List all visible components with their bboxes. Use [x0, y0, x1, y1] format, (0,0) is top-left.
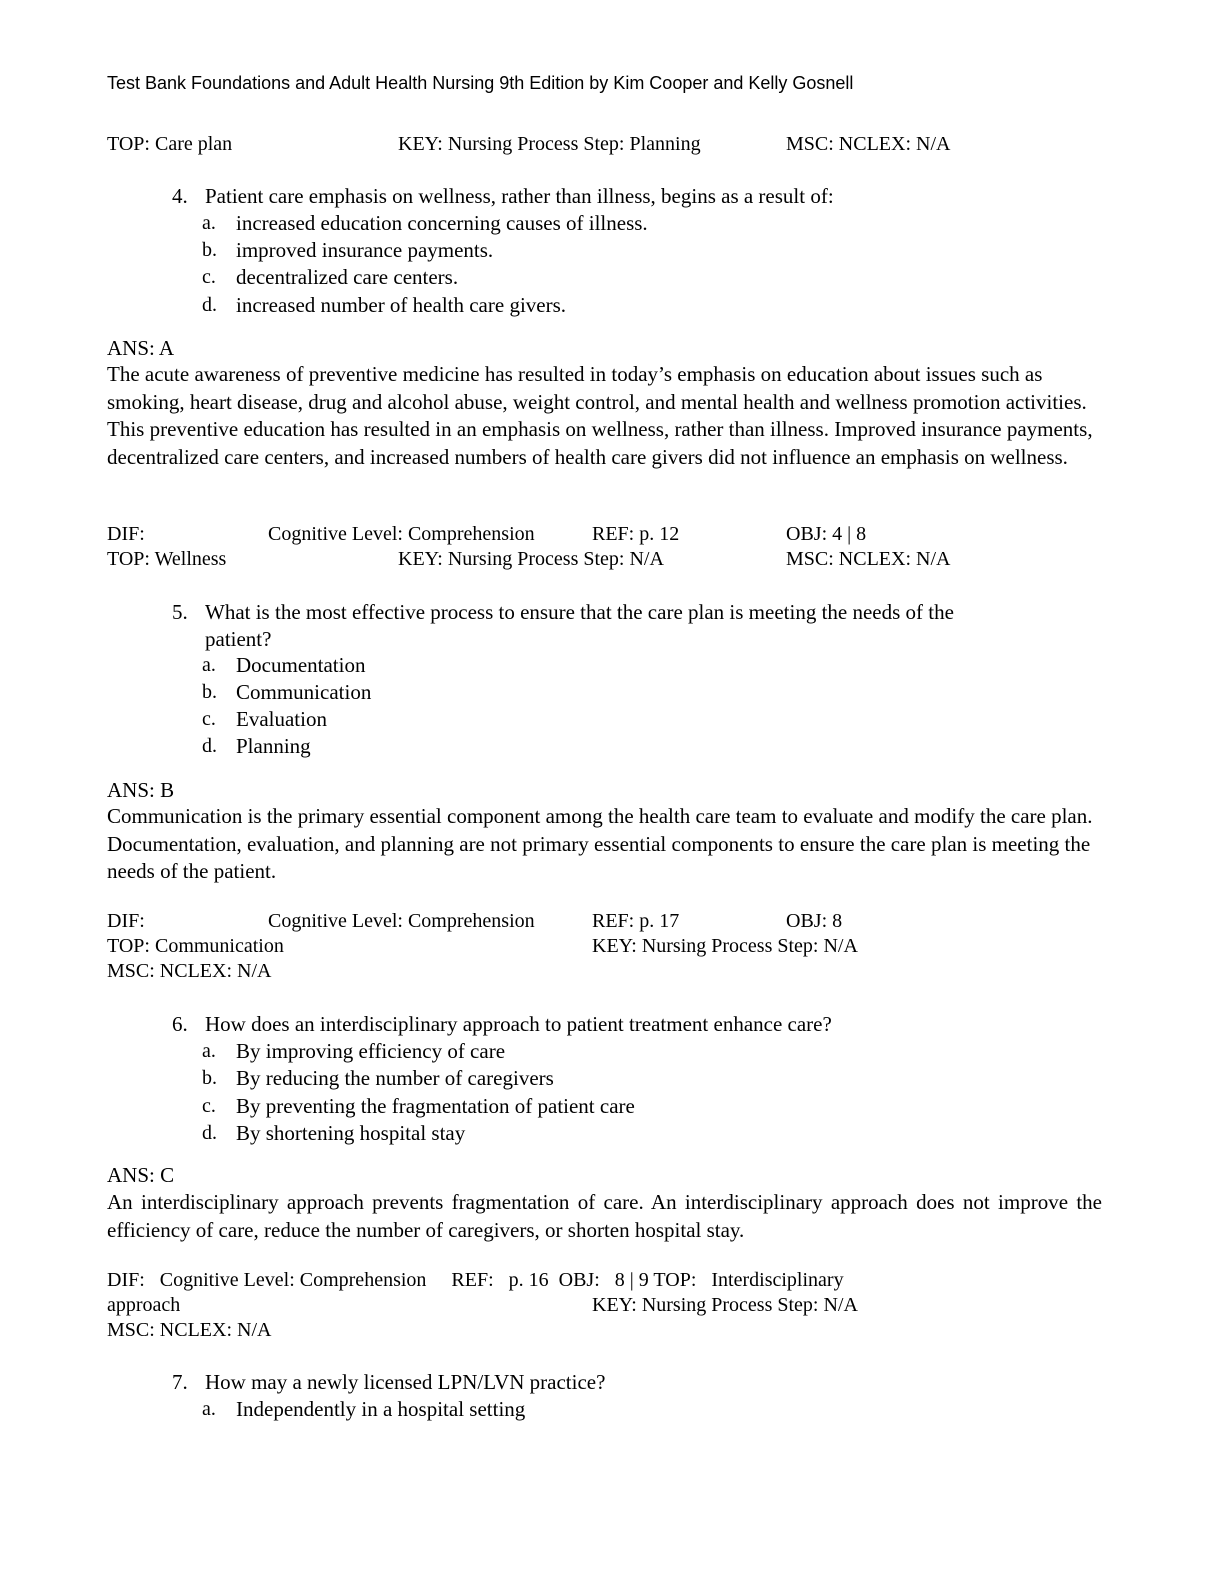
q7-stem: How may a newly licensed LPN/LVN practice? — [205, 1370, 606, 1394]
q6-option-a: By improving efficiency of care — [236, 1039, 506, 1063]
q6-option-c-letter: c. — [202, 1095, 216, 1117]
q6-option-c: By preventing the fragmentation of patient care — [236, 1094, 635, 1118]
q5-option-b: Communication — [236, 680, 372, 704]
q4-answer: ANS: A — [107, 336, 175, 360]
page-header: Test Bank Foundations and Adult Health Nursing 9th Edition by Kim Cooper and Kelly Gosnell — [107, 73, 854, 93]
q4-top: TOP: Wellness — [107, 548, 227, 570]
q5-option-a-letter: a. — [202, 654, 216, 676]
q5-rationale: Communication is the primary essential component among the health care team to evaluate and modify the care plan. Documentation, evaluation, and planning are not primary essential components to ensure the care plan is meeting the needs of the patient. — [107, 804, 1093, 883]
q6-number: 6. — [172, 1012, 188, 1036]
q4-stem: Patient care emphasis on wellness, rather than illness, begins as a result of: — [205, 184, 834, 208]
q6-option-b-letter: b. — [202, 1067, 217, 1089]
q6-stem: How does an interdisciplinary approach to patient treatment enhance care? — [205, 1012, 832, 1036]
q5-option-a: Documentation — [236, 653, 366, 677]
q5-msc: MSC: NCLEX: N/A — [107, 960, 272, 982]
q4-cognitive-level: Cognitive Level: Comprehension — [268, 523, 535, 545]
q6-msc: MSC: NCLEX: N/A — [107, 1319, 272, 1341]
prev-msc-line: MSC: NCLEX: N/A — [786, 133, 951, 155]
q5-option-c: Evaluation — [236, 707, 327, 731]
q5-answer: ANS: B — [107, 778, 175, 802]
q4-option-b: improved insurance payments. — [236, 238, 494, 262]
q4-key: KEY: Nursing Process Step: N/A — [398, 548, 664, 570]
q4-dif: DIF: — [107, 523, 145, 545]
q6-answer: ANS: C — [107, 1163, 175, 1187]
q4-option-d-letter: d. — [202, 294, 217, 316]
q5-option-d: Planning — [236, 734, 311, 758]
q5-key: KEY: Nursing Process Step: N/A — [592, 935, 858, 957]
q6-option-d: By shortening hospital stay — [236, 1121, 466, 1145]
q6-rationale: An interdisciplinary approach prevents fragmentation of care. An interdisciplinary approach does not improve the efficiency of care, reduce the number of caregivers, or shorten hospital stay. — [107, 1190, 1102, 1242]
q7-number: 7. — [172, 1370, 188, 1394]
q4-option-c-letter: c. — [202, 266, 216, 288]
q5-stem-line-1: What is the most effective process to ensure that the care plan is meeting the needs of the — [205, 600, 954, 624]
q5-option-b-letter: b. — [202, 681, 217, 703]
q6-key: KEY: Nursing Process Step: N/A — [592, 1294, 858, 1316]
q4-obj: OBJ: 4 | 8 — [786, 523, 867, 545]
q5-obj: OBJ: 8 — [786, 910, 843, 932]
prev-top-line: TOP: Care plan — [107, 133, 233, 155]
q6-option-a-letter: a. — [202, 1040, 216, 1062]
q4-option-d: increased number of health care givers. — [236, 293, 567, 317]
q5-number: 5. — [172, 600, 188, 624]
q4-option-c: decentralized care centers. — [236, 265, 459, 289]
q5-option-c-letter: c. — [202, 708, 216, 730]
q4-option-b-letter: b. — [202, 239, 217, 261]
q5-cognitive-level: Cognitive Level: Comprehension — [268, 910, 535, 932]
q4-number: 4. — [172, 184, 188, 208]
q5-stem-line-2: patient? — [205, 627, 272, 651]
q6-meta-approach: approach — [107, 1294, 181, 1316]
q7-option-a-letter: a. — [202, 1398, 216, 1420]
q7-option-a: Independently in a hospital setting — [236, 1397, 526, 1421]
q5-ref: REF: p. 17 — [592, 910, 680, 932]
q5-dif: DIF: — [107, 910, 145, 932]
q4-option-a: increased education concerning causes of illness. — [236, 211, 648, 235]
q4-msc: MSC: NCLEX: N/A — [786, 548, 951, 570]
q6-option-b: By reducing the number of caregivers — [236, 1066, 554, 1090]
q4-ref: REF: p. 12 — [592, 523, 680, 545]
q4-rationale: The acute awareness of preventive medicine has resulted in today’s emphasis on education about issues such as smoking, heart disease, drug and alcohol abuse, weight control, and mental health and wellness promotion activities. This preventive education has resulted in an emphasis on wellness, rather than illness. Improved insurance payments, decentralized care centers, and increased numbers of health care givers did not influence an emphasis on wellness. — [107, 362, 1093, 469]
prev-key-line: KEY: Nursing Process Step: Planning — [398, 133, 701, 155]
q6-meta-line-1: DIF: Cognitive Level: Comprehension REF: p. 16 OBJ: 8 | 9 TOP: Interdisciplinary — [107, 1269, 844, 1291]
q6-option-d-letter: d. — [202, 1122, 217, 1144]
q4-option-a-letter: a. — [202, 212, 216, 234]
q5-option-d-letter: d. — [202, 735, 217, 757]
q5-top: TOP: Communication — [107, 935, 284, 957]
